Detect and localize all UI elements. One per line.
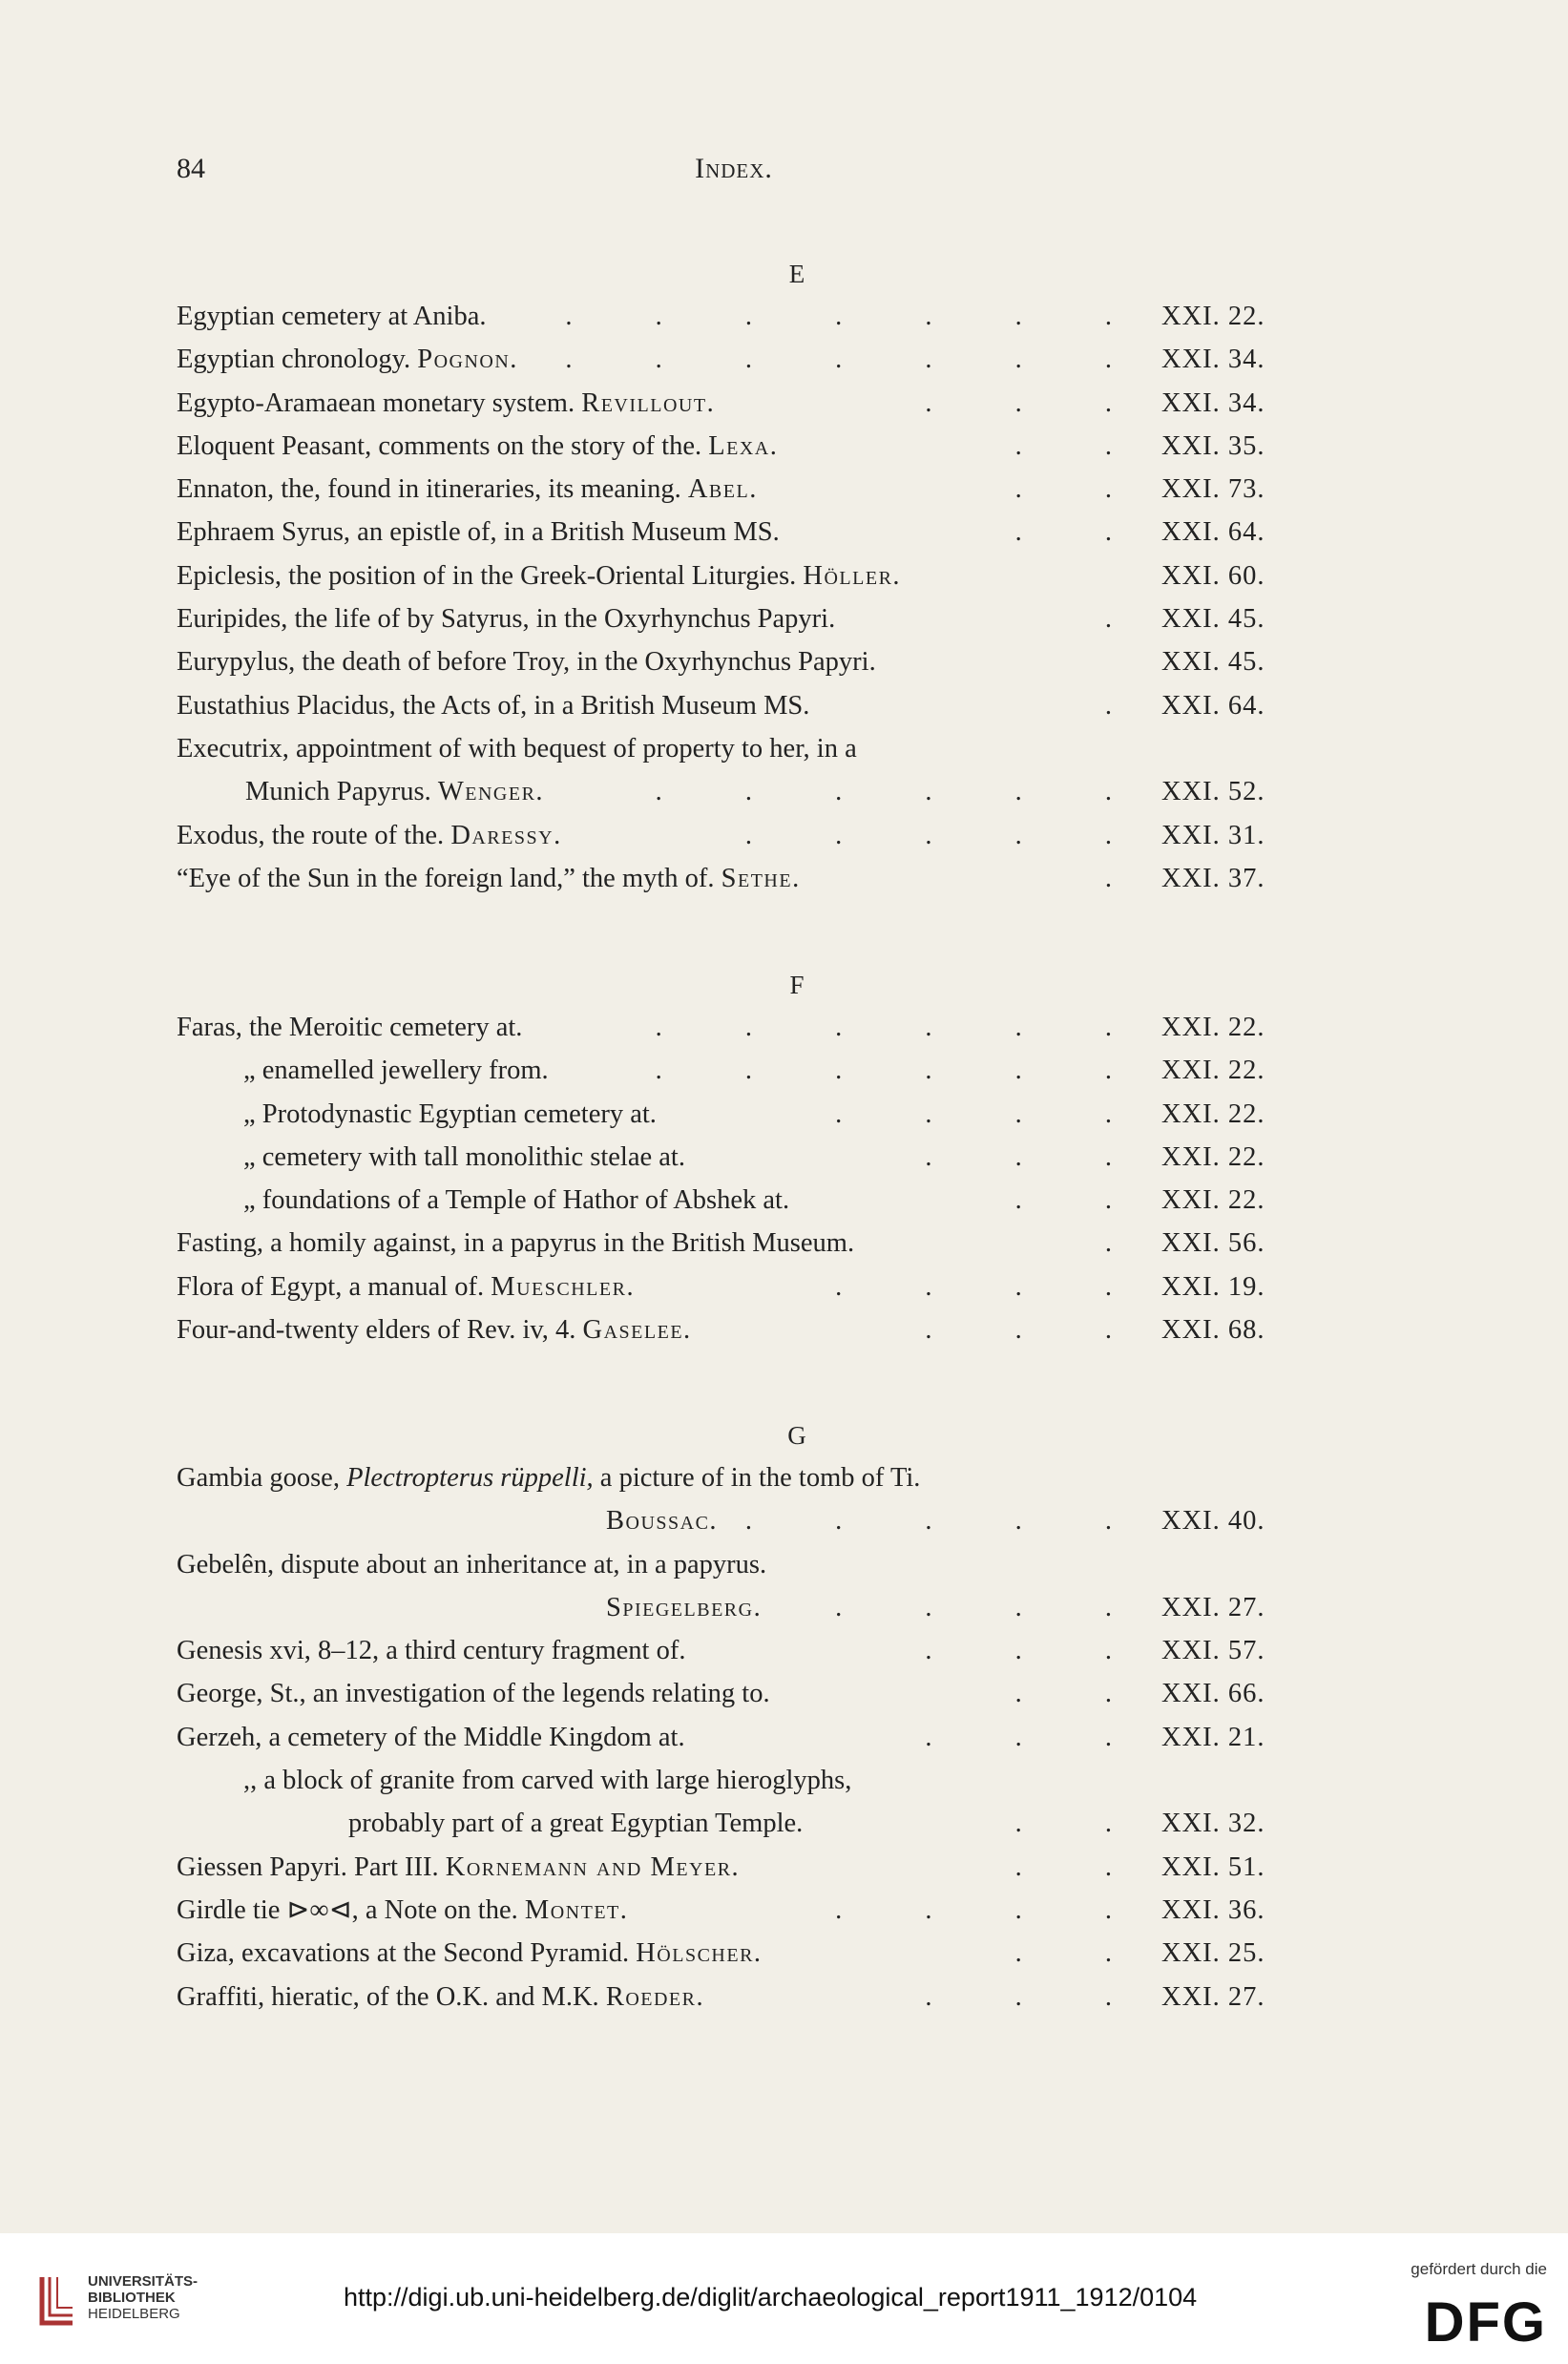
entry-author: Sethe. <box>721 863 801 893</box>
page-header <box>177 153 1291 200</box>
index-entry <box>177 1889 1293 1932</box>
library-logo-icon <box>38 2273 76 2327</box>
entry-subject: „ enamelled jewellery from. <box>243 1056 549 1086</box>
entry-reference: XXI. 64. <box>1161 517 1265 548</box>
entry-text <box>177 1846 740 1889</box>
entry-text <box>177 814 562 857</box>
leader-dots: . . . . <box>835 1894 1150 1925</box>
entry-text <box>243 1759 851 1802</box>
leader-dots: . . . <box>925 387 1150 418</box>
leader-dots: . . <box>1014 474 1150 505</box>
library-name-line2: BIBLIOTHEK <box>88 2290 176 2306</box>
entry-text <box>177 1222 854 1265</box>
footer-bar <box>0 2233 1568 2364</box>
entry-italic: Plectropterus rüppelli, <box>346 1463 594 1493</box>
leader-dots: . . <box>1014 1938 1150 1969</box>
entry-subject: Flora of Egypt, a manual of. <box>177 1271 491 1302</box>
leader-dots: . . . . <box>835 1271 1150 1302</box>
section-letter: F <box>789 971 805 999</box>
index-entry <box>177 1716 1293 1759</box>
entry-reference: XXI. 35. <box>1161 430 1265 461</box>
leader-dots: . . <box>1014 430 1150 461</box>
entry-subject: George, St., an investigation of the legends relating to. <box>177 1679 770 1709</box>
leader-dots: . . . <box>925 1141 1150 1172</box>
entry-subject: Giessen Papyri. Part III. <box>177 1851 446 1882</box>
index-entry <box>177 1308 1293 1351</box>
leader-dots: . . <box>1014 1679 1150 1709</box>
entry-reference: XXI. 32. <box>1161 1809 1265 1839</box>
index-entry <box>177 727 1293 770</box>
leader-dots: . . . . . . <box>655 1056 1150 1086</box>
entry-subject: Egyptian chronology. <box>177 345 418 375</box>
leader-dots: . . <box>1014 1185 1150 1216</box>
entry-text <box>177 338 518 381</box>
entry-text <box>177 382 715 425</box>
entry-subject: Gerzeh, a cemetery of the Middle Kingdom at. <box>177 1722 685 1752</box>
entry-author: Boussac. <box>606 1506 719 1537</box>
entry-author: Pognon. <box>417 345 518 375</box>
leader-dots: . . . <box>925 1315 1150 1346</box>
page-number: 84 <box>177 153 205 184</box>
entry-text <box>348 1802 803 1845</box>
index-entry <box>177 770 1293 813</box>
entry-reference: XXI. 27. <box>1161 1981 1265 2012</box>
leader-dots: . . . . <box>835 1098 1150 1129</box>
index-entry <box>177 1093 1293 1136</box>
index-entry <box>177 597 1293 640</box>
entry-text <box>243 1049 549 1092</box>
entry-text <box>177 640 876 683</box>
entry-text <box>177 1976 704 2019</box>
entry-text <box>177 425 778 468</box>
index-entry <box>177 1672 1293 1715</box>
entry-reference: XXI. 51. <box>1161 1851 1265 1882</box>
index-entry <box>177 1976 1293 2019</box>
entry-reference: XXI. 45. <box>1161 647 1265 678</box>
entry-text <box>177 511 780 554</box>
entry-text <box>177 1543 766 1586</box>
entry-subject: Ennaton, the, found in itineraries, its meaning. <box>177 474 688 505</box>
entry-text <box>177 468 758 511</box>
entry-subject: Munich Papyrus. <box>245 777 438 807</box>
entry-author: Mueschler. <box>491 1271 636 1302</box>
entry-text <box>177 295 486 338</box>
entry-subject: Epiclesis, the position of in the Greek-Oriental Liturgies. <box>177 560 804 591</box>
index-entry <box>177 1006 1293 1049</box>
entry-text <box>245 770 544 813</box>
entry-author: Wenger. <box>437 777 545 807</box>
leader-dots: . <box>1104 690 1150 721</box>
entry-reference: XXI. 22. <box>1161 1185 1265 1216</box>
leader-dots: . . <box>1014 1809 1150 1839</box>
entry-text <box>177 1456 920 1499</box>
entry-subject: Genesis xvi, 8–12, a third century fragment of. <box>177 1636 686 1666</box>
entry-author: Spiegelberg. <box>606 1592 763 1622</box>
entry-text <box>177 1266 635 1308</box>
entry-reference: XXI. 64. <box>1161 690 1265 721</box>
entry-subject: Gambia goose, <box>177 1463 347 1493</box>
entry-subject: Four-and-twenty elders of Rev. iv, 4. <box>177 1315 583 1346</box>
source-url-link[interactable]: http://digi.ub.uni-heidelberg.de/diglit/archaeological_report1911_1912/0104 <box>344 2283 1198 2312</box>
entry-text <box>177 597 835 640</box>
entry-subject: Faras, the Meroitic cemetery at. <box>177 1013 523 1042</box>
entry-reference: XXI. 31. <box>1161 820 1265 850</box>
entry-subject: „ foundations of a Temple of Hathor of Abshek at. <box>243 1185 790 1216</box>
entry-subject: Eurypylus, the death of before Troy, in the Oxyrhynchus Papyri. <box>177 647 876 678</box>
entry-author: Hölscher. <box>636 1938 763 1969</box>
leader-dots: . <box>1104 863 1150 893</box>
entry-author: Montet. <box>524 1894 629 1925</box>
entry-subject: Graffiti, hieratic, of the O.K. and M.K. <box>177 1981 606 2012</box>
entry-reference: XXI. 34. <box>1161 387 1265 418</box>
index-entry <box>177 640 1293 683</box>
leader-dots: . . . <box>925 1636 1150 1666</box>
entry-reference: XXI. 22. <box>1161 1098 1265 1129</box>
library-name-line1: UNIVERSITÄTS- <box>88 2273 199 2290</box>
entry-reference: XXI. 52. <box>1161 777 1265 807</box>
index-entry <box>177 857 1293 900</box>
index-entry <box>177 1802 1293 1845</box>
index-entry <box>177 468 1293 511</box>
entry-reference: XXI. 19. <box>1161 1271 1265 1302</box>
entry-text <box>177 1672 770 1715</box>
entry-subject: „ Protodynastic Egyptian cemetery at. <box>243 1098 657 1129</box>
entry-text <box>177 1889 628 1932</box>
leader-dots: . . . . . . <box>655 777 1150 807</box>
entry-reference: XXI. 40. <box>1161 1506 1265 1537</box>
entry-text <box>243 1136 685 1179</box>
index-entry <box>177 382 1293 425</box>
entry-reference: XXI. 60. <box>1161 560 1265 591</box>
index-entry <box>177 1846 1293 1889</box>
index-entry <box>177 1932 1293 1975</box>
entry-author: Daressy. <box>450 820 562 850</box>
entry-subject: Fasting, a homily against, in a papyrus in the British Museum. <box>177 1228 855 1259</box>
entry-subject: „ cemetery with tall monolithic stelae at. <box>243 1141 685 1172</box>
entry-text <box>177 684 809 727</box>
leader-dots: . . . <box>925 1722 1150 1752</box>
entry-subject: probably part of a great Egyptian Temple. <box>348 1809 804 1839</box>
entry-author: Roeder. <box>605 1981 705 2012</box>
index-entry <box>177 511 1293 554</box>
index-entry <box>177 1629 1293 1672</box>
entry-subject: Euripides, the life of by Satyrus, in the Oxyrhynchus Papyri. <box>177 604 836 635</box>
entry-author: Gaselee. <box>582 1315 692 1346</box>
index-entry <box>177 554 1293 597</box>
index-entry <box>177 1759 1293 1802</box>
entry-text <box>177 554 901 597</box>
entry-reference: XXI. 22. <box>1161 302 1265 331</box>
leader-dots: . <box>1104 604 1150 635</box>
entry-reference: XXI. 45. <box>1161 604 1265 635</box>
entry-reference: XXI. 27. <box>1161 1592 1265 1622</box>
entry-reference: XXI. 34. <box>1161 345 1265 375</box>
entry-reference: XXI. 22. <box>1161 1056 1265 1086</box>
index-entry <box>177 684 1293 727</box>
index-entry <box>177 1222 1293 1265</box>
entry-reference: XXI. 22. <box>1161 1013 1265 1042</box>
entry-reference: XXI. 37. <box>1161 863 1265 893</box>
entry-subject: Eustathius Placidus, the Acts of, in a British Museum MS. <box>177 690 810 721</box>
funding-note: gefördert durch die <box>1411 2260 1547 2278</box>
section-g <box>177 1414 1293 2019</box>
leader-dots: . . . . . . . <box>565 302 1150 331</box>
index-entry <box>177 338 1293 381</box>
index-entry <box>177 1586 1293 1629</box>
section-f <box>177 964 1293 1351</box>
entry-reference: XXI. 21. <box>1161 1722 1265 1752</box>
index-entry <box>177 1499 1293 1542</box>
index-entry <box>177 295 1293 338</box>
entry-reference: XXI. 57. <box>1161 1636 1265 1666</box>
leader-dots: . . <box>1014 517 1150 548</box>
leader-dots: . . . . . . <box>655 1013 1150 1042</box>
leader-dots: . <box>1104 1228 1150 1259</box>
index-entry <box>177 425 1293 468</box>
entry-text <box>177 727 857 770</box>
library-name-line3: HEIDELBERG <box>88 2306 180 2322</box>
index-entry <box>177 814 1293 857</box>
entry-reference: XXI. 56. <box>1161 1228 1265 1259</box>
entry-author: Revillout. <box>581 387 716 418</box>
entry-subject: Ephraem Syrus, an epistle of, in a British Museum MS. <box>177 517 780 548</box>
entry-text <box>606 1499 718 1542</box>
entry-text <box>606 1586 762 1629</box>
leader-dots: . . . . . <box>744 820 1150 850</box>
leader-dots: . . . . . . . <box>565 345 1150 375</box>
entry-text <box>177 1308 692 1351</box>
leader-dots: . . . <box>925 1981 1150 2012</box>
entry-author: Kornemann and Meyer. <box>445 1851 741 1882</box>
entry-author: Höller. <box>803 560 902 591</box>
entry-text <box>177 1629 685 1672</box>
entry-text <box>177 1006 522 1049</box>
entry-subject: Executrix, appointment of with bequest of property to her, in a <box>177 733 857 764</box>
library-name <box>88 2273 198 2322</box>
entry-subject: Egyptian cemetery at Aniba. <box>177 302 487 331</box>
leader-dots: . . . . . <box>744 1506 1150 1537</box>
entry-subject: Girdle tie ⊳∞⊲, a Note on the. <box>177 1894 525 1925</box>
entry-text <box>177 1716 685 1759</box>
leader-dots: . . . . <box>835 1592 1150 1622</box>
entry-text <box>177 857 801 900</box>
index-entry <box>177 1456 1293 1499</box>
entry-author: Abel. <box>687 474 758 505</box>
index-entry <box>177 1543 1293 1586</box>
page-title: Index. <box>695 153 773 184</box>
index-entry <box>177 1049 1293 1092</box>
entry-reference: XXI. 68. <box>1161 1315 1265 1346</box>
entry-subject-cont: a picture of in the tomb of Ti. <box>593 1463 921 1493</box>
entry-text <box>243 1093 657 1136</box>
entry-text <box>177 1932 763 1975</box>
section-letter: G <box>787 1421 806 1450</box>
entry-subject: “Eye of the Sun in the foreign land,” the myth of. <box>177 863 721 893</box>
entry-author: Lexa. <box>708 430 779 461</box>
entry-reference: XXI. 66. <box>1161 1679 1265 1709</box>
index-entry <box>177 1179 1293 1222</box>
index-entry <box>177 1136 1293 1179</box>
entry-reference: XXI. 22. <box>1161 1141 1265 1172</box>
entry-subject: ,, a block of granite from carved with large hieroglyphs, <box>243 1766 852 1796</box>
entry-subject: Egypto-Aramaean monetary system. <box>177 387 582 418</box>
entry-subject: Gebelên, dispute about an inheritance at, in a papyrus. <box>177 1549 767 1579</box>
entry-subject: Eloquent Peasant, comments on the story of the. <box>177 430 709 461</box>
entry-subject: Giza, excavations at the Second Pyramid. <box>177 1938 637 1969</box>
entry-reference: XXI. 36. <box>1161 1894 1265 1925</box>
section-letter: E <box>788 260 805 288</box>
entry-reference: XXI. 25. <box>1161 1938 1265 1969</box>
dfg-logo: DFG <box>1424 2291 1547 2354</box>
section-e <box>177 253 1293 900</box>
index-entry <box>177 1266 1293 1308</box>
entry-subject: Exodus, the route of the. <box>177 820 451 850</box>
entry-text <box>243 1179 789 1222</box>
leader-dots: . . <box>1014 1851 1150 1882</box>
entry-reference: XXI. 73. <box>1161 474 1265 505</box>
